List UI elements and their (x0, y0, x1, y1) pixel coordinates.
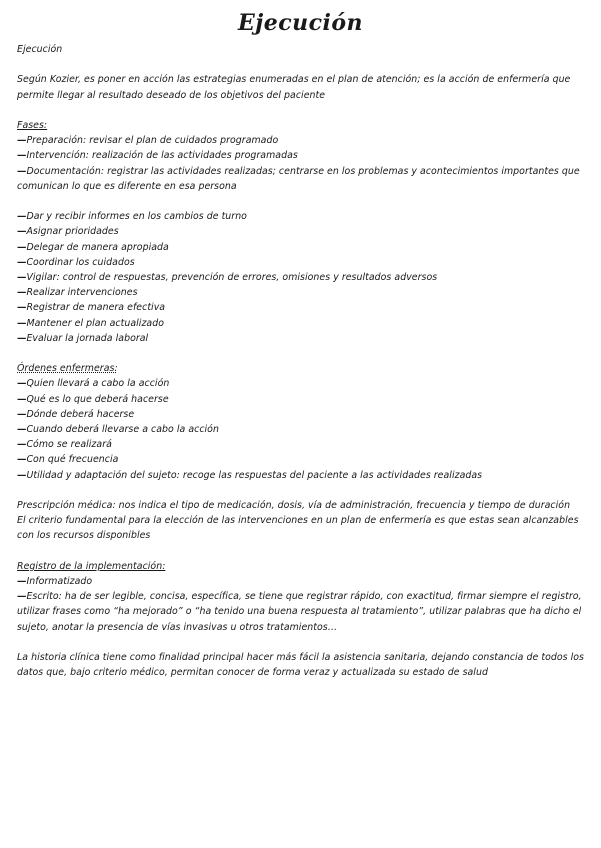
ordenes-item: — Con qué frecuencia (17, 452, 584, 467)
tareas-item: — Asignar prioridades (17, 224, 584, 239)
registro-item: — Escrito: ha de ser legible, concisa, específica, se tiene que registrar rápido, con exactitud, firmar siempre el registro, utilizar frases como “ha mejorado” o “ha tenido una buena respuesta al tratamiento”, utilizar palabras que ha dicho el sujeto, anotar la presencia de vías invasivas u otros tratamientos… (17, 589, 584, 635)
tareas-item: — Delegar de manera apropiada (17, 240, 584, 255)
tareas-item: — Vigilar: control de respuestas, prevención de errores, omisiones y resultados adversos (17, 270, 584, 285)
registro-heading: Registro de la implementación: (17, 560, 166, 572)
ordenes-heading: Órdenes enfermeras: (17, 363, 118, 375)
ordenes-item: — Utilidad y adaptación del sujeto: recoge las respuestas del paciente a las actividades realizadas (17, 468, 584, 483)
fases-item: — Documentación: registrar las actividades realizadas; centrarse en los problemas y acontecimientos importantes que comunican lo que es diferente en esa persona (17, 164, 584, 194)
ordenes-item: — Qué es lo que deberá hacerse (17, 392, 584, 407)
document-body (17, 42, 584, 680)
ordenes-item: — Cómo se realizará (17, 437, 584, 452)
prescripcion-paragraph: Prescripción médica: nos indica el tipo de medicación, dosis, vía de administración, frecuencia y tiempo de duración (17, 500, 571, 512)
historia-paragraph: La historia clínica tiene como finalidad principal hacer más fácil la asistencia sanitaria, dejando constancia de todos los datos que, bajo criterio médico, permitan conocer de forma veraz y actualizada su estado de salud (17, 652, 584, 679)
fases-heading: Fases: (17, 119, 48, 131)
page-title: Ejecución (237, 10, 364, 36)
tareas-item: — Dar y recibir informes en los cambios de turno (17, 209, 584, 224)
criterio-paragraph: El criterio fundamental para la elección de las intervenciones en un plan de enfermería es que estas sean alcanzables con los recursos disponibles (17, 515, 579, 542)
ordenes-item: — Quien llevará a cabo la acción (17, 376, 584, 391)
tareas-item: — Registrar de manera efectiva (17, 300, 584, 315)
tareas-item: — Mantener el plan actualizado (17, 316, 584, 331)
ordenes-item: — Dónde deberá hacerse (17, 407, 584, 422)
tareas-item: — Realizar intervenciones (17, 285, 584, 300)
intro-paragraph: Según Kozier, es poner en acción las estrategias enumeradas en el plan de atención; es la acción de enfermería que permite llegar al resultado deseado de los objetivos del paciente (17, 74, 571, 101)
ordenes-item: — Cuando deberá llevarse a cabo la acción (17, 422, 584, 437)
section-subtitle: Ejecución (17, 44, 63, 55)
tareas-item: — Coordinar los cuidados (17, 255, 584, 270)
tareas-item: — Evaluar la jornada laboral (17, 331, 584, 346)
registro-item: — Informatizado (17, 574, 584, 589)
fases-item: — Preparación: revisar el plan de cuidados programado (17, 133, 584, 148)
fases-item: — Intervención: realización de las actividades programadas (17, 148, 584, 163)
